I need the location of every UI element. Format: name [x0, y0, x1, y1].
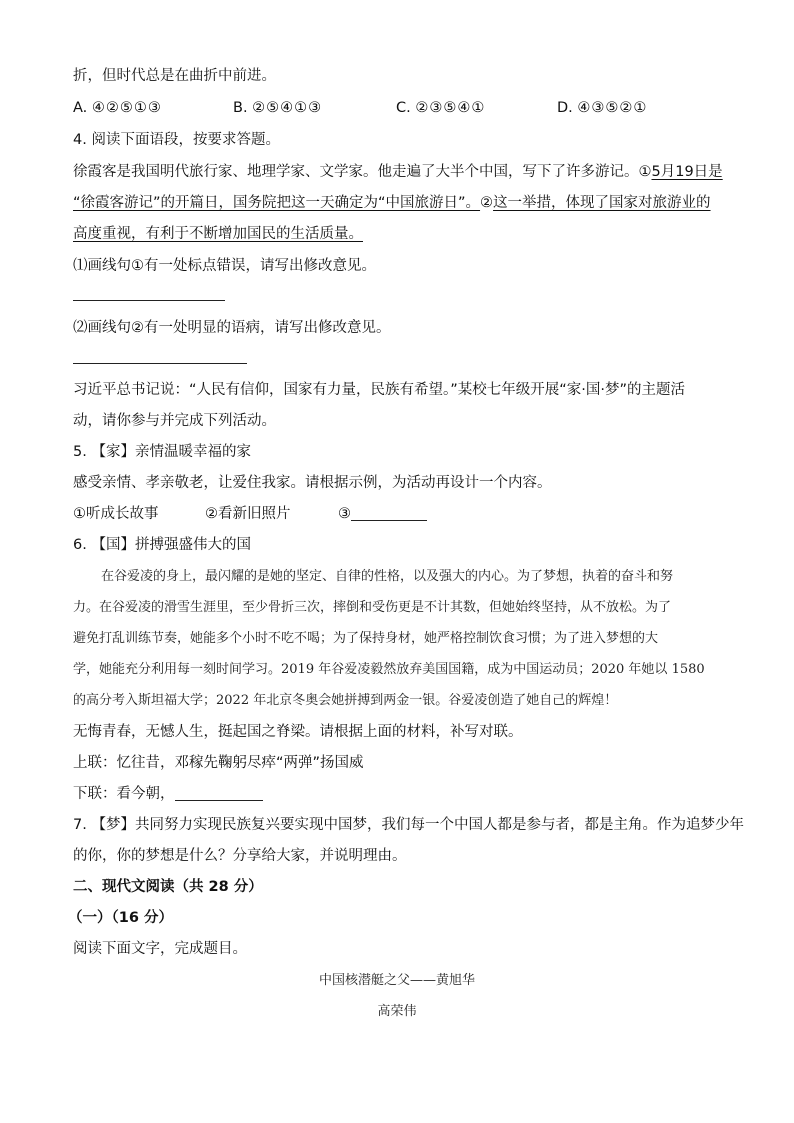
option-c-text: ②③⑤④①	[415, 100, 486, 116]
q6-passage-line3: 避免打乱训练节奏，她能多个小时不吃不喝；为了保持身材，她严格控制饮食习惯；为了进入梦想的大	[73, 631, 659, 646]
q6-passage-line2: 力。在谷爱凌的滑雪生涯里，至少骨折三次，摔倒和受伤更是不计其数，但她始终坚持，从不放松。为了	[73, 600, 672, 615]
q3-continuation: 折，但时代总是在曲折中前进。	[73, 68, 276, 84]
option-a	[73, 98, 162, 118]
option-c-label: C.	[396, 100, 411, 116]
q6-prompt: 无悔青春，无憾人生，挺起国之脊梁。请根据上面的材料，补写对联。	[73, 724, 523, 740]
intro-line1: 习近平总书记说：“人民有信仰，国家有力量，民族有希望。”某校七年级开展“家·国·梦”的主题活	[73, 382, 686, 398]
q4-title: 4. 阅读下面语段，按要求答题。	[73, 132, 280, 148]
option-c	[396, 98, 485, 118]
option-b-label: B.	[233, 100, 248, 116]
q4-passage-line1	[73, 162, 723, 182]
option-a-label: A.	[73, 100, 88, 116]
q6-passage-line4: 学，她能充分利用每一刻时间学习。2019 年谷爱凌毅然放弃美国国籍，成为中国运动员；2020 年她以 1580	[73, 662, 705, 677]
option-d	[557, 98, 647, 118]
q4-mark-2: ②	[480, 195, 494, 211]
q5-title: 5. 【家】亲情温暖幸福的家	[73, 444, 251, 460]
q5-desc: 感受亲情、孝亲敬老，让爱住我家。请根据示例，为活动再设计一个内容。	[73, 475, 552, 491]
q4-underlined-sentence-2b: 高度重视，有利于不断增加国民的生活质量。	[73, 226, 363, 242]
q6-lower-couplet	[73, 784, 263, 804]
q5-item2: ②看新旧照片	[205, 506, 291, 522]
q6-title: 6. 【国】拼搏强盛伟大的国	[73, 537, 251, 553]
q5-item3	[338, 504, 427, 524]
option-d-label: D.	[557, 100, 573, 116]
q4-passage-line3	[73, 224, 363, 244]
q4-line1-text: 徐霞客是我国明代旅行家、地理学家、文学家。他走遍了大半个中国，写下了许多游记。①	[73, 164, 652, 180]
q5-item1: ①听成长故事	[73, 506, 159, 522]
option-a-text: ④②⑤①③	[91, 100, 162, 116]
article-author: 高荣伟	[377, 1004, 417, 1019]
q4-underlined-sentence-1a: 5月19日是	[651, 164, 723, 180]
option-b	[233, 98, 322, 118]
q4-passage-line2	[73, 193, 711, 213]
section2-title: 二、现代文阅读（共 28 分）	[73, 879, 263, 895]
q5-item3-answer-blank[interactable]	[351, 506, 427, 521]
q4-sub1: ⑴画线句①有一处标点错误，请写出修改意见。	[73, 258, 376, 274]
q4-sub2: ⑵画线句②有一处明显的语病，请写出修改意见。	[73, 320, 391, 336]
q6-passage-line1: 在谷爱凌的身上，最闪耀的是她的坚定、自律的性格，以及强大的内心。为了梦想，执着的奋斗和努	[101, 569, 674, 584]
option-d-text: ④③⑤②①	[577, 100, 648, 116]
section2-instruction: 阅读下面文字，完成题目。	[73, 941, 247, 957]
q7-line1: 7. 【梦】共同努力实现民族复兴要实现中国梦，我们每一个中国人都是参与者，都是主角。作为追梦少年	[73, 817, 744, 833]
q5-item3-mark: ③	[338, 506, 351, 522]
q7-line2: 的你，你的梦想是什么？分享给大家，并说明理由。	[73, 848, 407, 864]
section2-part: （一）（16 分）	[68, 910, 173, 926]
q4-sub1-answer-line[interactable]	[73, 300, 225, 301]
article-title: 中国核潜艇之父——黄旭华	[318, 973, 475, 988]
q6-upper-couplet: 上联：忆往昔，邓稼先鞠躬尽瘁“两弹”扬国威	[73, 755, 364, 771]
q6-passage-line5: 的高分考入斯坦福大学；2022 年北京冬奥会她拼搏到两金一银。谷爱凌创造了她自己的辉煌！	[73, 693, 618, 708]
q4-sub2-answer-line[interactable]	[73, 363, 247, 364]
q6-lower-answer-blank[interactable]	[175, 786, 263, 801]
option-b-text: ②⑤④①③	[252, 100, 323, 116]
q6-lower-prefix: 下联：看今朝，	[73, 786, 175, 802]
intro-line2: 动，请你参与并完成下列活动。	[73, 413, 276, 429]
q4-underlined-sentence-1b: “徐霞客游记”的开篇日，国务院把这一天确定为“中国旅游日”。	[73, 195, 481, 211]
q4-underlined-sentence-2a: 这一举措，体现了国家对旅游业的	[493, 195, 711, 211]
